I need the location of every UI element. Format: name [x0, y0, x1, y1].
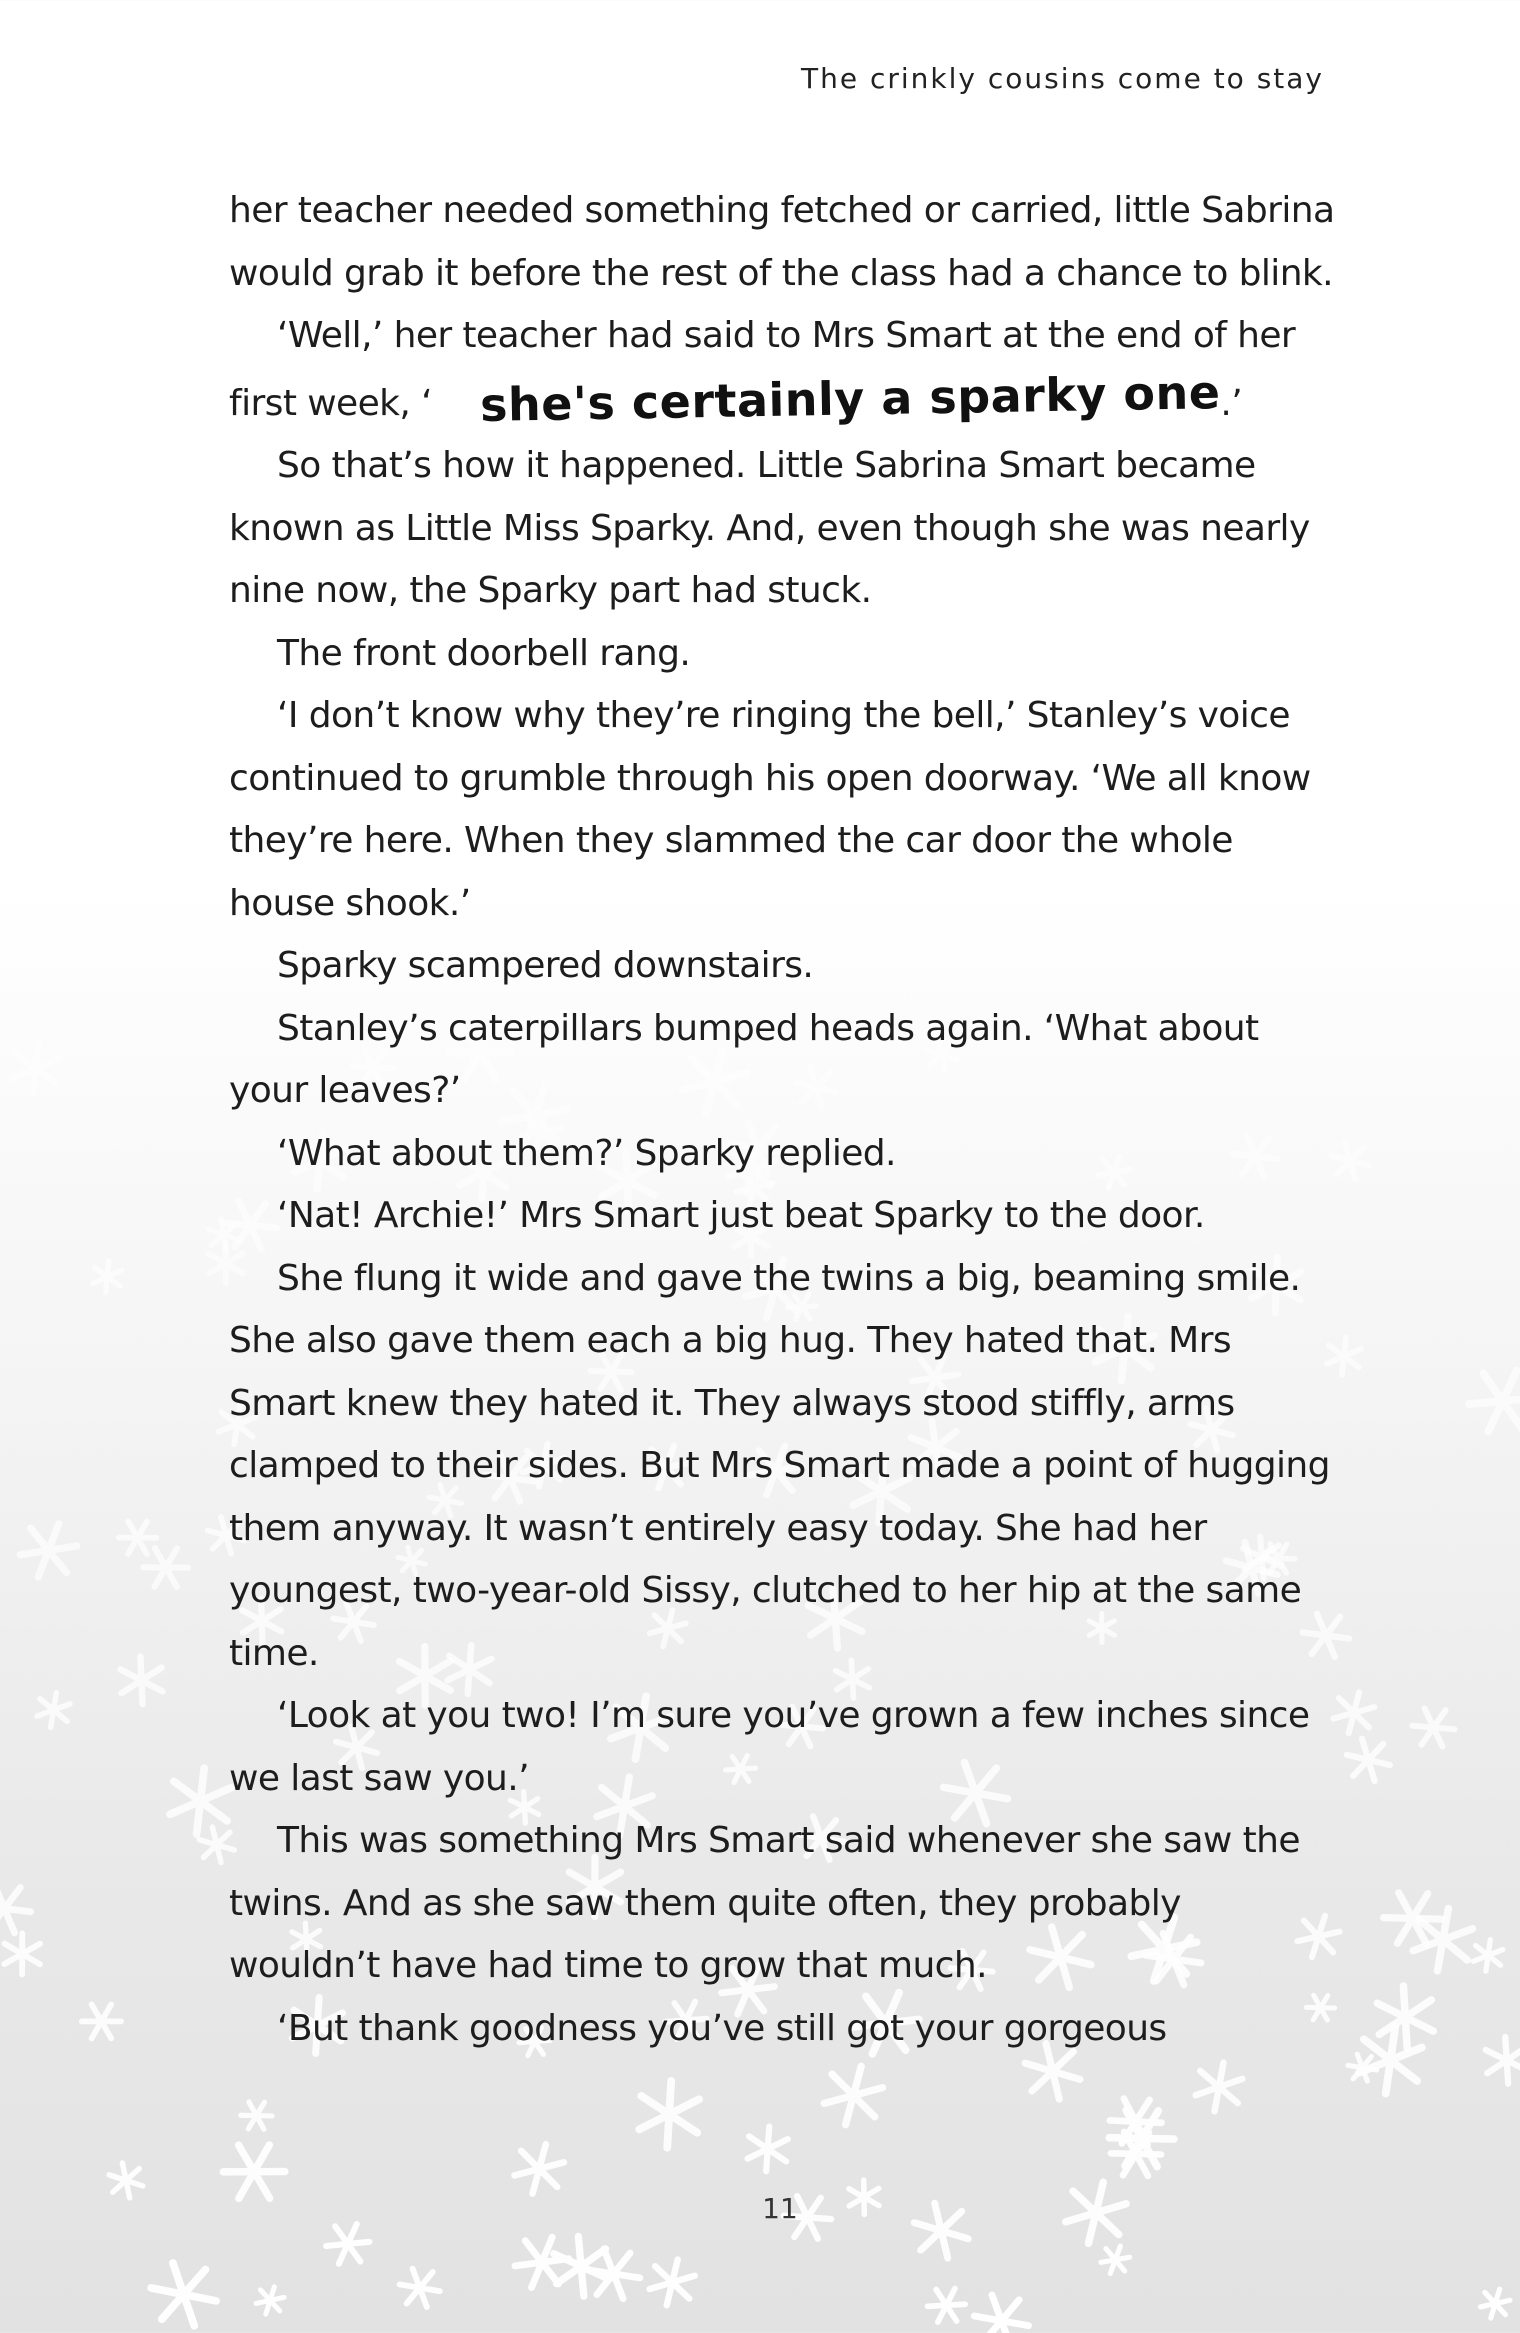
star-decoration-icon — [251, 2281, 289, 2319]
paragraph-2-lead: ‘Well,’ her teacher had said to Mrs Smart at the end of her first week, ‘ — [229, 315, 1296, 424]
star-decoration-icon — [1467, 1935, 1509, 1976]
paragraph-9: ‘Nat! Archie!’ Mrs Smart just beat Sparky to the door. — [277, 1195, 1205, 1236]
paragraph-2 — [229, 305, 1339, 435]
paragraph-4: The front doorbell rang. — [277, 632, 691, 674]
paragraph-2-tail: .’ — [1220, 382, 1243, 424]
star-decoration-icon — [0, 1882, 33, 1934]
star-decoration-icon — [738, 2120, 797, 2177]
star-decoration-icon — [86, 1256, 128, 1297]
star-decoration-icon — [240, 2102, 272, 2130]
star-decoration-icon — [111, 1651, 172, 1709]
star-decoration-icon — [1411, 1708, 1456, 1748]
paragraph-12: This was something Mrs Smart said whenever she saw the twins. And as she saw them quite often, they probably wouldn’t have had time to grow that much. — [229, 1820, 1300, 1986]
star-decoration-icon — [30, 1687, 77, 1733]
star-decoration-icon — [1475, 2284, 1515, 2324]
paragraph-6: Sparky scampered downstairs. — [277, 945, 814, 986]
star-decoration-icon — [11, 1513, 85, 1589]
page-number: 11 — [762, 2192, 798, 2225]
star-decoration-icon — [82, 2004, 121, 2038]
star-decoration-icon — [119, 1521, 157, 1554]
paragraph-5: ‘I don’t know why they’re ringing the bell,’ Stanley’s voice continued to grumble through his open doorway. ‘We all know they’re here. When they slammed the car door the whole house shook.’ — [229, 695, 1311, 924]
star-decoration-icon — [1365, 1979, 1445, 2055]
star-decoration-icon — [507, 2226, 577, 2298]
star-decoration-icon — [143, 1548, 188, 1587]
star-decoration-icon — [1342, 1736, 1394, 1783]
paragraph-13: ‘But thank goodness you’ve still got your gorgeous — [277, 2007, 1167, 2049]
running-head: The crinkly cousins come to stay — [801, 62, 1324, 95]
body-text — [229, 180, 1339, 2060]
star-decoration-icon — [1477, 2032, 1520, 2089]
star-decoration-icon — [146, 2260, 222, 2329]
star-decoration-icon — [625, 2072, 713, 2157]
star-decoration-icon — [970, 2293, 1032, 2333]
star-decoration-icon — [814, 2056, 894, 2136]
paragraph-7: Stanley’s caterpillars bumped heads again. ‘What about your leaves?’ — [229, 1007, 1259, 1111]
star-decoration-icon — [641, 2251, 703, 2313]
star-decoration-icon — [0, 1928, 49, 1979]
paragraph-3: So that’s how it happened. Little Sabrina Smart became known as Little Miss Sparky. And, even though she was nearly nine now, the Sparky part had stuck. — [229, 445, 1310, 611]
paragraph-10: She flung it wide and gave the twins a big, beaming smile. She also gave them each a big hug. They hated that. Mrs Smart knew they hated it. They always stood stiffly, arms clamped to their sides. But Mrs Smart made a point of hugging them anyway. It wasn’t entirely easy today. She had her youngest, two-year-old Sissy, clutched to her hip at the same time. — [229, 1257, 1330, 1674]
paragraph-11: ‘Look at you two! I’m sure you’ve grown a few inches since we last saw you.’ — [229, 1695, 1310, 1799]
sparky-display-quote: she's certainly a sparky one — [479, 364, 1221, 432]
paragraph-8: ‘What about them?’ Sparky replied. — [277, 1132, 896, 1174]
star-decoration-icon — [922, 2281, 970, 2330]
star-decoration-icon — [1186, 2055, 1251, 2120]
star-decoration-icon — [1459, 1357, 1520, 1445]
star-decoration-icon — [397, 2267, 443, 2309]
paragraph-1: her teacher needed something fetched or carried, little Sabrina would grab it before the rest of the class had a chance to blink. — [229, 190, 1335, 294]
star-decoration-icon — [2, 1036, 69, 1101]
star-decoration-icon — [1096, 2240, 1134, 2279]
